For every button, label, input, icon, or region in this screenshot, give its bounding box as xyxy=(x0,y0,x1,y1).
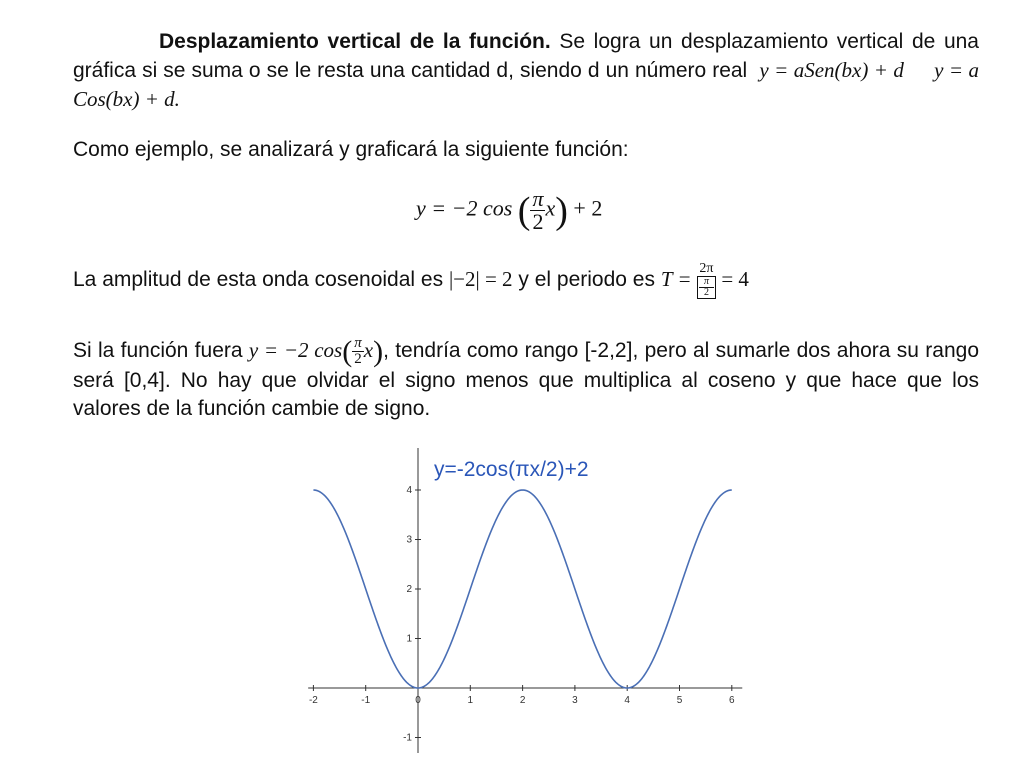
cosine-curve xyxy=(313,490,731,688)
graph-title: y=-2cos(πx/2)+2 xyxy=(434,458,589,481)
y-tick-label: -1 xyxy=(403,732,412,744)
x-tick-label: 5 xyxy=(676,695,683,706)
period-lhs: T = xyxy=(660,267,692,292)
x-tick-label: -2 xyxy=(308,695,318,706)
range-formula-lhs: y = −2 cos xyxy=(248,338,343,363)
paragraph-amplitude xyxy=(73,262,749,299)
cosine-graph xyxy=(296,448,756,753)
x-tick-label: 0 xyxy=(415,695,421,706)
formula-main-frac-den: 2 xyxy=(532,209,544,234)
y-tick-label: 3 xyxy=(406,534,412,546)
y-tick-label: 2 xyxy=(406,584,412,595)
range-frac-den: 2 xyxy=(354,351,362,367)
formula-main-rhs: + 2 xyxy=(573,195,603,221)
graph-axes xyxy=(308,448,742,753)
paragraph-example-intro xyxy=(73,136,629,164)
section-heading: Desplazamiento vertical de la función. xyxy=(159,30,551,53)
range-var: x xyxy=(363,338,374,363)
x-tick-label: 6 xyxy=(729,695,735,706)
paragraph-range: Si la función fuera y = −2 cos( $\frac{\pi}{2}$ x), tendría como rango [-2,2], pero al sumarle dos ahora su rango será [0,4]. No hay que olvidar el signo menos que multiplica al coseno y que hace que los valores de la función cambie de signo. xyxy=(73,334,979,420)
range-text-b: , tendría como rango [-2,2], pero al sumarle dos ahora su rango será [0,4]. No hay que olvidar el signo menos que multiplica al coseno y que hace que los valores de la función cambie de signo. xyxy=(73,339,979,420)
y-tick-label: 1 xyxy=(406,633,412,645)
paragraph-text: Se logra un desplazamiento vertical de una gráfica si se suma o se le resta una cantidad d, siendo d un número real xyxy=(73,30,979,82)
example-intro-text: Como ejemplo, se analizará y graficará la siguiente función: xyxy=(73,138,629,161)
x-tick-label: 2 xyxy=(519,695,526,706)
formula-sine: y = aSen(bx) + d xyxy=(759,58,904,82)
y-tick-label: 4 xyxy=(406,485,412,496)
range-text-a: Si la función fuera xyxy=(73,339,243,363)
amplitude-expr: |−2| = 2 xyxy=(448,267,513,292)
x-tick-label: 1 xyxy=(467,695,474,706)
formula-main: y = −2 cos ( $\frac{\pi}{2}$ x) + 2 xyxy=(416,186,603,234)
formula-main-frac-num: π xyxy=(532,186,544,211)
paragraph-vertical-shift xyxy=(73,28,979,114)
x-tick-label: 3 xyxy=(572,695,578,706)
period-den-num: π xyxy=(699,277,713,288)
x-tick-label: 4 xyxy=(624,695,630,706)
period-den-den: 2 xyxy=(703,287,709,298)
period-rhs: = 4 xyxy=(721,267,749,292)
period-num: 2π xyxy=(699,261,714,276)
formula-main-lhs: y = −2 cos xyxy=(416,195,513,221)
formula-cosine: y = a Cos(bx) + d. xyxy=(73,58,979,111)
period-text: y el periodo es xyxy=(518,268,655,292)
amplitude-text: La amplitud de esta onda cosenoidal es xyxy=(73,268,444,292)
formula-main-var: x xyxy=(545,195,556,221)
range-frac-num: π xyxy=(354,335,362,351)
x-tick-label: -1 xyxy=(361,695,371,706)
